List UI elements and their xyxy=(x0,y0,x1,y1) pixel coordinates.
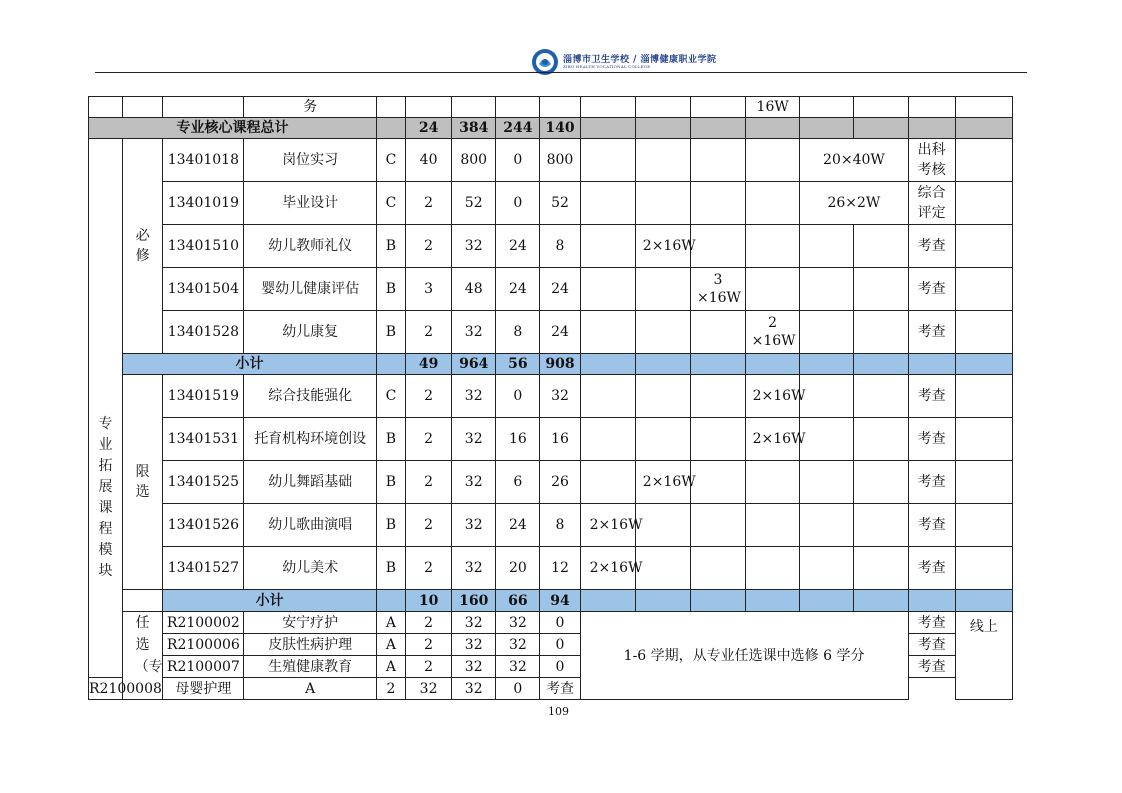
course-type: B xyxy=(376,461,405,504)
core-total-row xyxy=(89,118,1013,139)
semester-schedule-text: 2×16W xyxy=(752,431,806,447)
practice-hours: 0 xyxy=(540,656,580,678)
semester-schedule-text: 2×16W xyxy=(589,517,643,533)
semester-schedule-text: 2×16W xyxy=(642,238,696,254)
credits: 2 xyxy=(406,612,452,634)
assessment: 考查 xyxy=(908,504,955,547)
assessment: 考查 xyxy=(908,656,955,678)
practice-hours: 26 xyxy=(540,461,580,504)
core-total-label: 专业核心课程总计 xyxy=(89,118,377,139)
semester-schedule: 16W xyxy=(746,97,800,118)
practice-hours: 12 xyxy=(540,547,580,590)
course-code: R2100007 xyxy=(163,656,244,678)
course-name: 婴幼儿健康评估 xyxy=(244,268,376,311)
table-row xyxy=(89,225,1013,268)
course-name: 幼儿歌曲演唱 xyxy=(244,504,376,547)
practice-hours: 24 xyxy=(540,311,580,354)
course-type: A xyxy=(376,612,405,634)
subtotal-label: 小计 xyxy=(163,590,377,612)
practice-hours: 0 xyxy=(540,612,580,634)
school-name-english: ZIBO HEALTH VOCATIONAL COLLEGE xyxy=(563,64,651,69)
table-row xyxy=(89,547,1013,590)
course-name: 皮肤性病护理 xyxy=(244,634,376,656)
course-type: A xyxy=(376,656,405,678)
hours: 32 xyxy=(452,461,496,504)
hours: 32 xyxy=(452,656,496,678)
hours: 32 xyxy=(452,634,496,656)
course-type: A xyxy=(376,634,405,656)
semester-schedule-text: 2×16W xyxy=(642,474,696,490)
assessment-text: 综合评定 xyxy=(917,185,946,221)
credits: 2 xyxy=(406,418,452,461)
course-code: 13401510 xyxy=(163,225,244,268)
total-credits: 24 xyxy=(406,118,452,139)
semester-schedule xyxy=(635,461,696,504)
course-type: B xyxy=(376,547,405,590)
subtotal-theory: 66 xyxy=(496,590,540,612)
semester-schedule: 26×2W xyxy=(800,182,908,225)
credits: 40 xyxy=(406,139,452,182)
practice-hours: 0 xyxy=(540,634,580,656)
practice-hours: 0 xyxy=(496,678,540,700)
assessment xyxy=(908,139,955,182)
course-type: B xyxy=(376,225,405,268)
theory-hours: 24 xyxy=(496,225,540,268)
course-code: 13401527 xyxy=(163,547,244,590)
required-label xyxy=(123,139,163,354)
course-code: 13401504 xyxy=(163,268,244,311)
practice-hours: 52 xyxy=(540,182,580,225)
assessment: 考查 xyxy=(908,375,955,418)
assessment: 考查 xyxy=(908,418,955,461)
hours: 32 xyxy=(452,612,496,634)
assessment: 考查 xyxy=(908,612,955,634)
course-type: B xyxy=(376,418,405,461)
course-type: B xyxy=(376,311,405,354)
hours: 32 xyxy=(452,547,496,590)
page-number: 109 xyxy=(548,705,569,718)
course-name-text: 托育机构环境创设 xyxy=(254,430,367,447)
semester-schedule-text: 2×16W xyxy=(752,388,806,404)
theory-hours: 24 xyxy=(496,504,540,547)
theory-hours: 0 xyxy=(496,182,540,225)
course-code: 13401528 xyxy=(163,311,244,354)
course-name: 幼儿舞蹈基础 xyxy=(244,461,376,504)
subtotal-row xyxy=(89,590,1013,612)
subtotal-hours: 160 xyxy=(452,590,496,612)
assessment-text: 出科考核 xyxy=(917,142,946,178)
course-type: C xyxy=(376,375,405,418)
semester-schedule xyxy=(746,418,806,461)
practice-hours: 16 xyxy=(540,418,580,461)
course-code: R2100006 xyxy=(163,634,244,656)
elective-label xyxy=(123,375,163,590)
table-row xyxy=(89,504,1013,547)
subtotal-theory: 56 xyxy=(496,354,540,375)
credits: 2 xyxy=(406,461,452,504)
course-name: 岗位实习 xyxy=(244,139,376,182)
theory-hours: 0 xyxy=(496,139,540,182)
table-row xyxy=(89,268,1013,311)
assessment: 考查 xyxy=(908,225,955,268)
course-code: R2100008 xyxy=(89,678,123,700)
course-name: 幼儿美术 xyxy=(244,547,376,590)
table-row xyxy=(89,182,1013,225)
semester-schedule-text: 2×16W xyxy=(589,560,643,576)
semester-schedule xyxy=(635,225,696,268)
semester-schedule xyxy=(580,504,643,547)
hours: 32 xyxy=(452,225,496,268)
hours: 32 xyxy=(406,678,452,700)
subtotal-practice: 908 xyxy=(540,354,580,375)
credits: 2 xyxy=(406,504,452,547)
course-name: 安宁疗护 xyxy=(244,612,376,634)
subtotal-credits: 10 xyxy=(406,590,452,612)
credits: 2 xyxy=(376,678,405,700)
delivery-mode-text: 线上 xyxy=(969,619,998,635)
assessment: 考查 xyxy=(908,311,955,354)
credits: 2 xyxy=(406,547,452,590)
course-type: B xyxy=(376,268,405,311)
course-name: 务 xyxy=(244,97,376,118)
subtotal-practice: 94 xyxy=(540,590,580,612)
credits: 2 xyxy=(406,634,452,656)
theory-hours: 16 xyxy=(496,418,540,461)
subtotal-row xyxy=(89,354,1013,375)
theory-hours: 32 xyxy=(496,612,540,634)
subtotal-label: 小计 xyxy=(123,354,377,375)
course-code: 13401525 xyxy=(163,461,244,504)
course-code: 13401531 xyxy=(163,418,244,461)
semester-schedule xyxy=(690,268,745,311)
assessment: 考查 xyxy=(908,461,955,504)
assessment: 考查 xyxy=(908,268,955,311)
course-name: 幼儿康复 xyxy=(244,311,376,354)
theory-hours: 32 xyxy=(496,656,540,678)
table-row xyxy=(89,375,1013,418)
assessment xyxy=(908,182,955,225)
subtotal-credits: 49 xyxy=(406,354,452,375)
assessment: 考查 xyxy=(908,634,955,656)
table-row xyxy=(89,418,1013,461)
course-name: 母婴护理 xyxy=(163,678,244,700)
total-hours: 384 xyxy=(452,118,496,139)
theory-hours: 6 xyxy=(496,461,540,504)
course-type: C xyxy=(376,182,405,225)
course-name: 幼儿教师礼仪 xyxy=(244,225,376,268)
optional-note: 1-6 学期，从专业任选课中选修 6 学分 xyxy=(580,612,908,700)
assessment: 考查 xyxy=(540,678,580,700)
required-label-text: 必修 xyxy=(135,228,150,264)
course-code: R2100002 xyxy=(163,612,244,634)
course-name xyxy=(244,418,376,461)
practice-hours: 24 xyxy=(540,268,580,311)
practice-hours: 8 xyxy=(540,225,580,268)
total-practice: 140 xyxy=(540,118,580,139)
header-divider xyxy=(95,72,1027,73)
course-type: C xyxy=(376,139,405,182)
semester-schedule xyxy=(746,311,800,354)
theory-hours: 0 xyxy=(496,375,540,418)
credits: 2 xyxy=(406,311,452,354)
practice-hours: 32 xyxy=(540,375,580,418)
table-row xyxy=(89,97,1013,118)
hours: 800 xyxy=(452,139,496,182)
semester-schedule-text: 2 ×16W xyxy=(751,315,796,349)
hours: 48 xyxy=(452,268,496,311)
assessment: 考查 xyxy=(908,547,955,590)
credits: 2 xyxy=(406,225,452,268)
subtotal-hours: 964 xyxy=(452,354,496,375)
credits: 3 xyxy=(406,268,452,311)
course-name: 毕业设计 xyxy=(244,182,376,225)
curriculum-table xyxy=(88,96,1013,700)
optional-label-text: 任选（专 xyxy=(134,615,163,675)
table-row xyxy=(89,461,1013,504)
hours: 32 xyxy=(452,311,496,354)
module-label-text: 专业拓展课程模块 xyxy=(98,416,113,579)
total-theory: 244 xyxy=(496,118,540,139)
table-row xyxy=(89,612,1013,634)
module-label xyxy=(89,139,123,678)
hours: 32 xyxy=(452,418,496,461)
course-code: 13401519 xyxy=(163,375,244,418)
credits: 2 xyxy=(406,182,452,225)
delivery-mode xyxy=(955,612,1012,700)
theory-hours: 24 xyxy=(496,268,540,311)
hours: 52 xyxy=(452,182,496,225)
course-type: B xyxy=(376,504,405,547)
theory-hours: 32 xyxy=(452,678,496,700)
course-code: 13401526 xyxy=(163,504,244,547)
semester-schedule-text: 3 ×16W xyxy=(696,272,741,306)
course-code: 13401018 xyxy=(163,139,244,182)
course-code: 13401019 xyxy=(163,182,244,225)
school-name: 淄博市卫生学校 / 淄博健康职业学院 xyxy=(563,55,717,65)
semester-schedule xyxy=(580,547,643,590)
course-name: 综合技能强化 xyxy=(244,375,376,418)
table-row xyxy=(89,139,1013,182)
hours: 32 xyxy=(452,375,496,418)
theory-hours: 20 xyxy=(496,547,540,590)
course-type: A xyxy=(244,678,376,700)
semester-schedule xyxy=(746,375,806,418)
practice-hours: 800 xyxy=(540,139,580,182)
credits: 2 xyxy=(406,375,452,418)
theory-hours: 8 xyxy=(496,311,540,354)
theory-hours: 32 xyxy=(496,634,540,656)
semester-schedule: 20×40W xyxy=(800,139,908,182)
hours: 32 xyxy=(452,504,496,547)
elective-label-text: 限选 xyxy=(135,464,150,500)
course-name: 生殖健康教育 xyxy=(244,656,376,678)
practice-hours: 8 xyxy=(540,504,580,547)
credits: 2 xyxy=(406,656,452,678)
table-row xyxy=(89,311,1013,354)
